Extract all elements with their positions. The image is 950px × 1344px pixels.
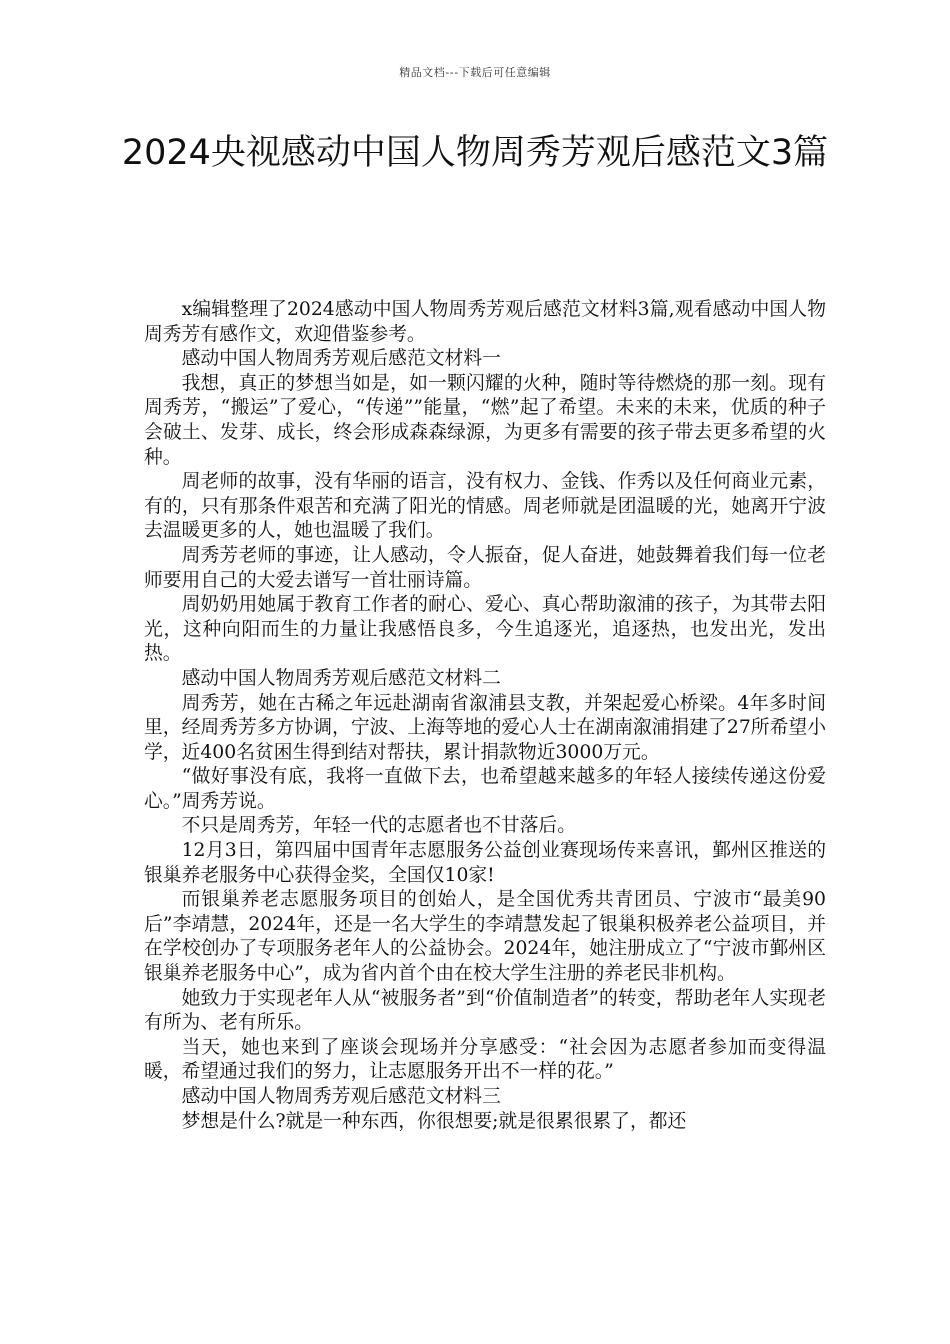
section-heading-1: 感动中国人物周秀芳观后感范文材料一 — [181, 348, 501, 370]
body-paragraph: 当天，她也来到了座谈会现场并分享感受：“社会因为志愿者参加而变得温暖，希望通过我们的努力，让志愿服务开出不一样的花。” — [144, 1036, 826, 1083]
header-note: 精品文档---下载后可任意编辑 — [399, 66, 551, 79]
body-paragraph: “做好事没有底，我将一直做下去，也希望越来越多的年轻人接续传递这份爱心。”周秀芳说。 — [144, 766, 826, 812]
body-paragraph: 我想，真正的梦想当如是，如一颗闪耀的火种，随时等待燃烧的那一刻。现有周秀芳，“搬运”了爱心，“传递””能量，“燃”起了希望。未来的未来，优质的种子会破土、发芽、成长，终会形成森森绿源，为更多有需要的孩子带去更多希望的火种。 — [144, 372, 826, 468]
body-paragraph: 而银巢养老志愿服务项目的创始人，是全国优秀共青团员、宁波市“最美90后”李靖慧，2024年，还是一名大学生的李靖慧发起了银巢积极养老公益项目，并在学校创办了专项服务老年人的公益协会。2024年，她注册成立了“宁波市鄞州区银巢养老服务中心”，成为省内首个由在校大学生注册的养老民非机构。 — [144, 889, 826, 985]
intro-paragraph: x编辑整理了2024感动中国人物周秀芳观后感范文材料3篇,观看感动中国人物周秀芳有感作文，欢迎借鉴参考。 — [144, 299, 826, 345]
body-paragraph: 周奶奶用她属于教育工作者的耐心、爱心、真心帮助溆浦的孩子，为其带去阳光，这种向阳而生的力量让我感悟良多，今生追逐光，追逐热，也发出光，发出热。 — [144, 594, 826, 665]
body-paragraph: 周老师的故事，没有华丽的语言，没有权力、金钱、作秀以及任何商业元素，有的，只有那条件艰苦和充满了阳光的情感。周老师就是团温暖的光，她离开宁波去温暖更多的人，她也温暖了我们。 — [144, 471, 826, 542]
page-title: 2024央视感动中国人物周秀芳观后感范文3篇 — [121, 133, 829, 173]
body-paragraph: 她致力于实现老年人从“被服务者”到“价值制造者”的转变，帮助老年人实现老有所为、老有所乐。 — [144, 987, 826, 1034]
body-paragraph: 不只是周秀芳，年轻一代的志愿者也不甘落后。 — [181, 815, 576, 837]
section-heading-2: 感动中国人物周秀芳观后感范文材料二 — [181, 667, 501, 689]
body-paragraph: 周秀芳老师的事迹，让人感动，令人振奋，促人奋进，她鼓舞着我们每一位老师要用自己的大爱去谱写一首壮丽诗篇。 — [144, 544, 826, 591]
document-body — [144, 298, 826, 1134]
body-paragraph: 周秀芳，她在古稀之年远赴湖南省溆浦县支教，并架起爱心桥梁。4年多时间里，经周秀芳多方协调，宁波、上海等地的爱心人士在湖南溆浦捐建了27所希望小学，近400名贫困生得到结对帮扶，累计捐款物近3000万元。 — [144, 692, 826, 763]
body-paragraph: 梦想是什么?就是一种东西，你很想要;就是很累很累了，都还 — [181, 1110, 687, 1132]
body-paragraph: 12月3日，第四届中国青年志愿服务公益创业赛现场传来喜讯，鄞州区推送的银巢养老服务中心获得金奖，全国仅10家! — [144, 840, 826, 886]
section-heading-3: 感动中国人物周秀芳观后感范文材料三 — [181, 1086, 501, 1107]
